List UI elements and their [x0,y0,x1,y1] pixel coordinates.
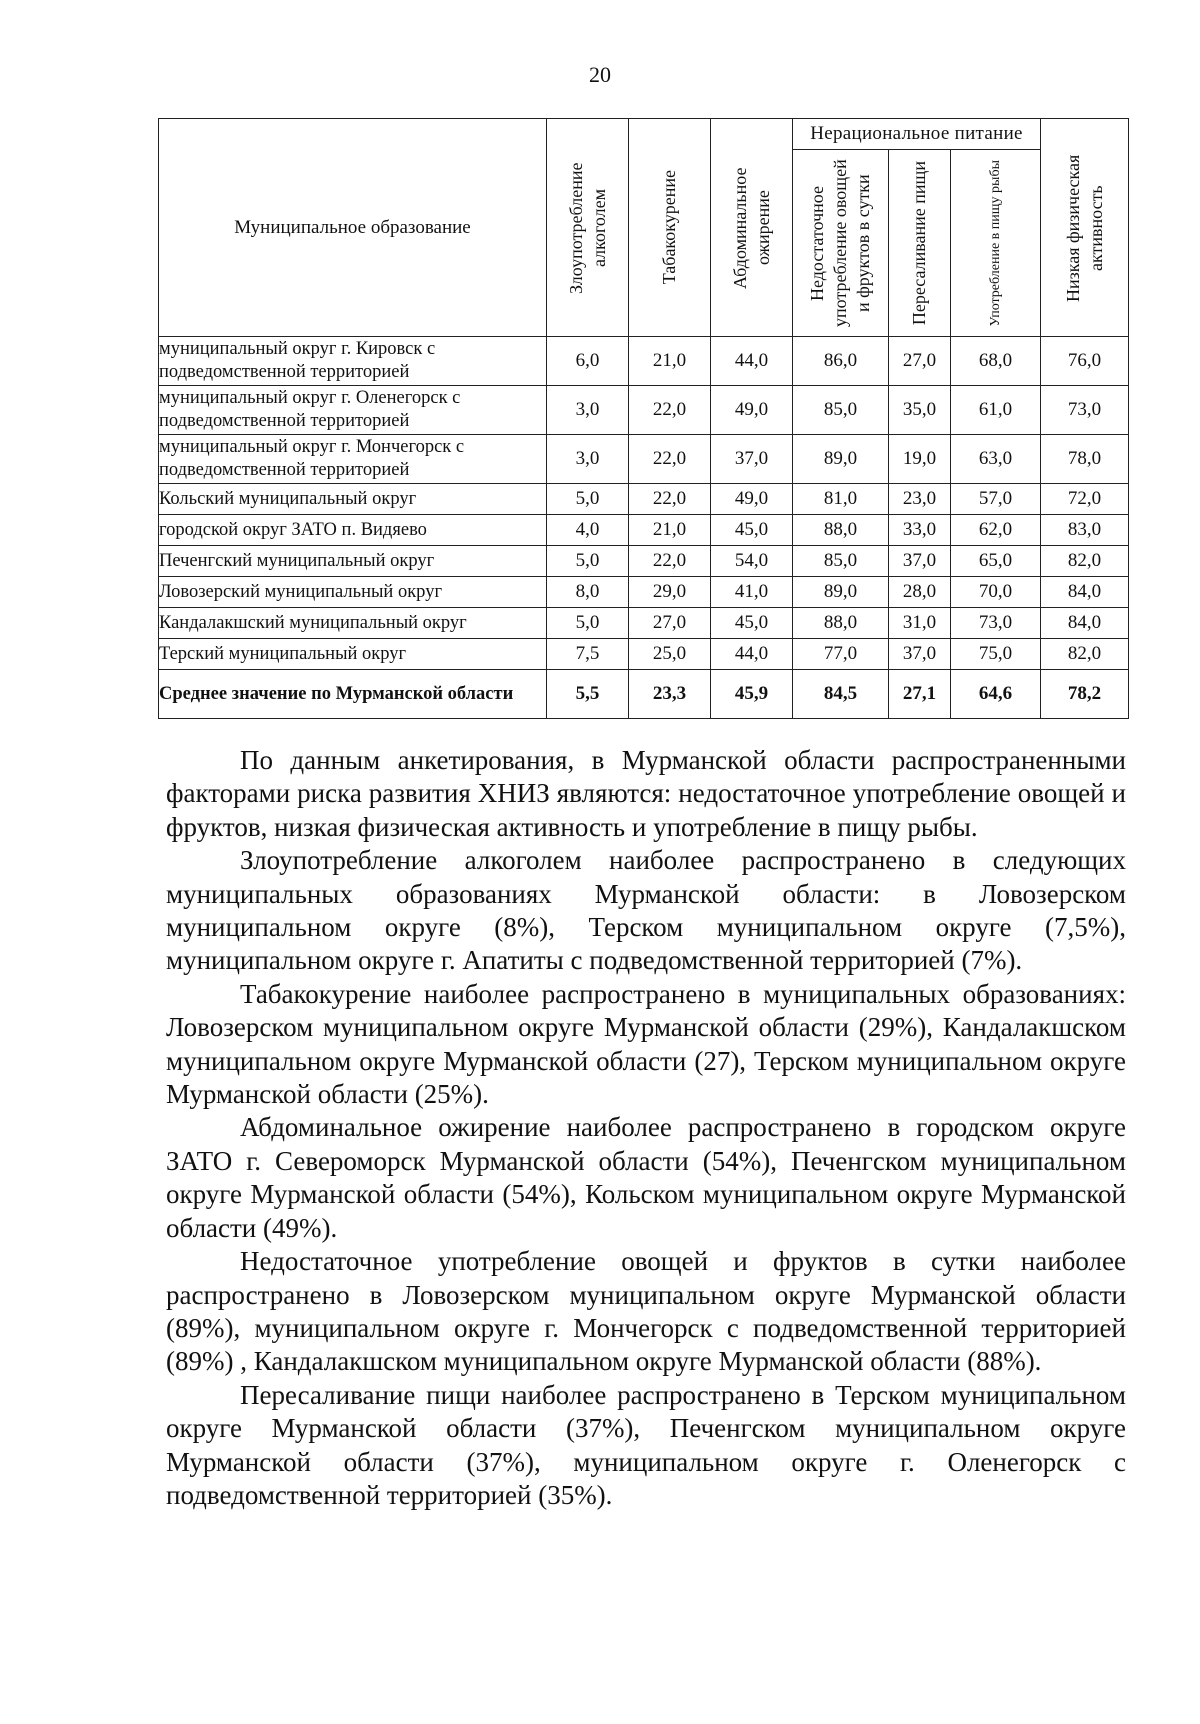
paragraph: Злоупотребление алкоголем наиболее распространено в следующих муниципальных образованиях Мурманской области: в Ловозерском муниципальном округе (8%), Терском муниципальном округе (7,5%), муниципальном округе г. Апатиты с подведомственной территорией (7%). [166,845,1126,976]
page-number: 20 [589,62,611,87]
cell-value: 27,0 [889,337,951,386]
cell-value: 22,0 [629,546,711,577]
paragraph: Абдоминальное ожирение наиболее распространено в городском округе ЗАТО г. Североморск Мурманской области (54%), Печенгском муниципальном округе Мурманской области (54%), Кольском муниципальном округе Мурманской области (49%). [166,1112,1126,1243]
cell-value: 22,0 [629,386,711,435]
cell-value: 81,0 [793,484,889,515]
paragraph: Пересаливание пищи наиболее распространено в Терском муниципальном округе Мурманской области (37%), Печенгском муниципальном округе Мурманской области (37%), муниципальном округе г. Оленегорск с подведомственной территорией (35%). [166,1379,1126,1510]
cell-value: 61,0 [951,386,1041,435]
cell-value: 70,0 [951,577,1041,608]
cell-value: 27,1 [889,670,951,719]
cell-value: 8,0 [547,577,629,608]
cell-municipality: муниципальный округ г. Оленегорск с подведомственной территорией [159,386,547,435]
cell-value: 29,0 [629,577,711,608]
cell-value: 7,5 [547,639,629,670]
cell-municipality: Среднее значение по Мурманской области [159,670,547,719]
header-vegetables: Недостаточное употребление овощей и фруктов в сутки [793,150,889,337]
cell-municipality: муниципальный округ г. Мончегорск с подведомственной территорией [159,435,547,484]
cell-value: 88,0 [793,608,889,639]
cell-municipality: Печенгский муниципальный округ [159,546,547,577]
cell-value: 5,5 [547,670,629,719]
cell-value: 5,0 [547,484,629,515]
cell-value: 84,0 [1041,608,1129,639]
cell-value: 21,0 [629,515,711,546]
cell-value: 23,3 [629,670,711,719]
cell-value: 41,0 [711,577,793,608]
paragraph: По данным анкетирования, в Мурманской области распространенными факторами риска развития ХНИЗ являются: недостаточное употребление овощей и фруктов, низкая физическая активность и употребление в пищу рыбы. [166,745,1126,842]
cell-value: 45,0 [711,515,793,546]
cell-value: 78,0 [1041,435,1129,484]
header-municipality: Муниципальное образование [159,119,547,337]
cell-value: 77,0 [793,639,889,670]
cell-value: 62,0 [951,515,1041,546]
cell-municipality: Кольский муниципальный округ [159,484,547,515]
cell-value: 4,0 [547,515,629,546]
cell-municipality: городской округ ЗАТО п. Видяево [159,515,547,546]
cell-municipality: Кандалакшский муниципальный округ [159,608,547,639]
cell-value: 73,0 [951,608,1041,639]
table-row [159,435,1129,484]
cell-value: 76,0 [1041,337,1129,386]
table-body [159,337,1129,719]
cell-value: 28,0 [889,577,951,608]
cell-value: 89,0 [793,435,889,484]
body-text [166,744,1126,1512]
table-row [159,515,1129,546]
cell-value: 49,0 [711,484,793,515]
cell-municipality: Ловозерский муниципальный округ [159,577,547,608]
cell-value: 5,0 [547,546,629,577]
header-group-nutrition: Нерациональное питание [793,119,1041,150]
cell-value: 49,0 [711,386,793,435]
cell-municipality: Терский муниципальный округ [159,639,547,670]
cell-value: 27,0 [629,608,711,639]
cell-value: 19,0 [889,435,951,484]
cell-value: 84,5 [793,670,889,719]
cell-value: 35,0 [889,386,951,435]
cell-value: 86,0 [793,337,889,386]
cell-value: 25,0 [629,639,711,670]
table-row [159,337,1129,386]
cell-value: 44,0 [711,639,793,670]
cell-value: 78,2 [1041,670,1129,719]
paragraph: Табакокурение наиболее распространено в муниципальных образованиях: Ловозерском муниципальном округе Мурманской области (29%), Кандалакшском муниципальном округе Мурманской области (27), Терском муниципальном округе Мурманской области (25%). [166,978,1126,1110]
cell-value: 3,0 [547,435,629,484]
cell-value: 72,0 [1041,484,1129,515]
cell-value: 31,0 [889,608,951,639]
cell-value: 85,0 [793,386,889,435]
table-row [159,577,1129,608]
cell-value: 21,0 [629,337,711,386]
cell-value: 37,0 [889,546,951,577]
header-alcohol: Злоупотребление алкоголем [547,119,629,337]
cell-value: 37,0 [711,435,793,484]
cell-value: 45,0 [711,608,793,639]
cell-value: 75,0 [951,639,1041,670]
header-activity: Низкая физическая активность [1041,119,1129,337]
cell-value: 54,0 [711,546,793,577]
cell-value: 63,0 [951,435,1041,484]
table-row [159,639,1129,670]
cell-value: 84,0 [1041,577,1129,608]
cell-value: 45,9 [711,670,793,719]
table-row [159,608,1129,639]
cell-value: 22,0 [629,435,711,484]
header-obesity: Абдоминальное ожирение [711,119,793,337]
cell-value: 23,0 [889,484,951,515]
cell-value: 57,0 [951,484,1041,515]
table-row [159,546,1129,577]
cell-value: 68,0 [951,337,1041,386]
risk-factors-table [158,118,1129,719]
cell-value: 33,0 [889,515,951,546]
table-row [159,484,1129,515]
cell-value: 37,0 [889,639,951,670]
cell-value: 44,0 [711,337,793,386]
cell-value: 88,0 [793,515,889,546]
cell-value: 22,0 [629,484,711,515]
cell-value: 5,0 [547,608,629,639]
cell-value: 85,0 [793,546,889,577]
header-tobacco: Табакокурение [629,119,711,337]
table-row [159,386,1129,435]
cell-value: 64,6 [951,670,1041,719]
cell-value: 82,0 [1041,546,1129,577]
paragraph: Недостаточное употребление овощей и фруктов в сутки наиболее распространено в Ловозерском муниципальном округе Мурманской области (89%), муниципальном округе г. Мончегорск с подведомственной территорией (89%) , Кандалакшском муниципальном округе Мурманской области (88%). [166,1246,1126,1377]
cell-value: 89,0 [793,577,889,608]
table-row-average [159,670,1129,719]
cell-value: 65,0 [951,546,1041,577]
cell-value: 3,0 [547,386,629,435]
cell-municipality: муниципальный округ г. Кировск с подведомственной территорией [159,337,547,386]
header-salt: Пересаливание пищи [889,150,951,337]
cell-value: 83,0 [1041,515,1129,546]
cell-value: 6,0 [547,337,629,386]
cell-value: 73,0 [1041,386,1129,435]
cell-value: 82,0 [1041,639,1129,670]
header-fish: Употребление в пищу рыбы [951,150,1041,337]
